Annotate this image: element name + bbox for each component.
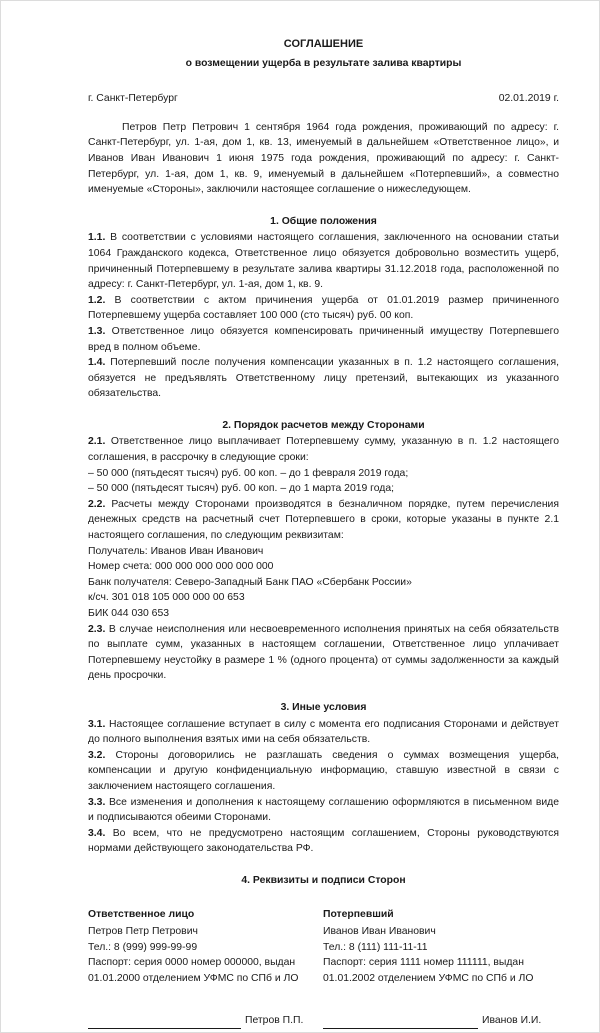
bank-detail-line: к/сч. 301 018 105 000 000 00 653	[88, 592, 245, 604]
clause-number: 1.1.	[88, 232, 106, 244]
bank-detail-line: Номер счета: 000 000 000 000 000 000	[88, 561, 274, 573]
clause	[88, 230, 559, 292]
bank-detail-line: Получатель: Иванов Иван Иванович	[88, 545, 264, 557]
clause	[88, 795, 559, 826]
clause-number: 2.2.	[88, 498, 106, 510]
party-name: Петров Петр Петрович	[88, 926, 198, 938]
party-responsible	[88, 907, 323, 987]
payment-line: – 50 000 (пятьдесят тысяч) руб. 00 коп. – до 1 февраля 2019 года;	[88, 467, 409, 479]
section-2-title: 2. Порядок расчетов между Сторонами	[222, 419, 425, 431]
section-3-title: 3. Иные условия	[280, 701, 367, 713]
clause-text: Стороны договорились не разглашать сведения о суммах возмещения ущерба, компенсации и другую конфиденциальную информацию, ставшую известной в связи с заключением настоящего соглашения.	[88, 749, 559, 792]
signature-name: Иванов И.И.	[482, 1015, 542, 1027]
clause-text: В соответствии с условиями настоящего соглашения, заключенного на основании статьи 1064 Гражданского кодекса, Ответственное лицо обязуется добровольно возместить ущерб, причиненный Потерпевшему в результате залива квартиры 31.12.2018 года, расположенной по адресу: г. Санкт-Петербург, ул. 1-ая, дом 1, кв. 9.	[88, 232, 559, 291]
party-role: Ответственное лицо	[88, 908, 195, 920]
clause-number: 1.2.	[88, 294, 106, 306]
signature-row	[88, 1013, 559, 1029]
signature-victim	[323, 1013, 558, 1029]
clause-text: Ответственное лицо обязуется компенсировать причиненный имуществу Потерпевшего вред в полном объеме.	[88, 325, 559, 353]
party-phone: Тел.: 8 (999) 999-99-99	[88, 941, 198, 953]
signature-blank	[323, 1017, 478, 1029]
clause	[88, 324, 559, 355]
clause-number: 1.3.	[88, 325, 106, 337]
clause	[88, 293, 559, 324]
clause	[88, 717, 559, 748]
clause-text: Расчеты между Сторонами производятся в безналичном порядке, путем перечисления денежных средств на расчетный счет Потерпевшего в сроки, которые указаны в пункте 2.1 настоящего соглашения, по следующим реквизитам:	[88, 498, 559, 542]
clause-text: В соответствии с актом причинения ущерба от 01.01.2019 размер причиненного Потерпевшему ущерба составляет 100 000 (сто тысяч) руб. 00 коп.	[88, 294, 559, 322]
section-1-title: 1. Общие положения	[270, 215, 377, 227]
clause-text: Потерпевший после получения компенсации указанных в п. 1.2 настоящего соглашения, обязуется не предъявлять Ответственному лицу претензий, вытекающих из указанного обязательства.	[88, 357, 559, 400]
clause	[88, 497, 559, 544]
bank-detail-line: БИК 044 030 653	[88, 608, 170, 619]
date: 02.01.2019 г.	[498, 93, 559, 105]
clause-number: 2.1.	[88, 436, 106, 448]
party-victim	[323, 907, 558, 987]
signature-responsible	[88, 1013, 323, 1029]
clause-number: 1.4.	[88, 357, 106, 369]
document-body	[88, 37, 559, 1029]
signature-name: Петров П.П.	[245, 1015, 304, 1027]
clause-number: 3.3.	[88, 796, 106, 808]
clause-text: Во всем, что не предусмотрено настоящим соглашением, Стороны руководствуются нормами действующего законодательства РФ.	[88, 827, 559, 855]
clause	[88, 622, 559, 684]
party-name: Иванов Иван Иванович	[323, 926, 436, 938]
clause-text: В случае неисполнения или несвоевременного исполнения принятых на себя обязательств по выплате сумм, указанных в настоящем соглашении, Ответственное лицо уплачивает Потерпевшему неустойку в размере 1 % (одного процента) от суммы задолженности за каждый день просрочки.	[88, 623, 559, 682]
intro-paragraph: Петров Петр Петрович 1 сентября 1964 года рождения, проживающий по адресу: г. Санкт-Петербург, ул. 1-ая, дом 1, кв. 13, именуемый в дальнейшем «Ответственное лицо», и Иванов Иван Иванович 1 июня 1975 года рождения, проживающий по адресу: г. Санкт-Петербург, ул. 1-ая, дом 1, кв. 9, именуемый в дальнейшем «Потерпевший», а совместно именуемые «Стороны», заключили настоящее соглашение о нижеследующем.	[88, 121, 559, 196]
party-requisites	[88, 907, 559, 987]
clause-number: 2.3.	[88, 623, 106, 635]
payment-line: – 50 000 (пятьдесят тысяч) руб. 00 коп. – до 1 марта 2019 года;	[88, 483, 395, 495]
section-4-title: 4. Реквизиты и подписи Сторон	[241, 874, 406, 886]
signature-blank	[88, 1017, 241, 1029]
document-title: СОГЛАШЕНИЕ	[283, 38, 364, 50]
document-subtitle: о возмещении ущерба в результате залива квартиры	[185, 57, 462, 69]
bank-detail-line: Банк получателя: Северо-Западный Банк ПАО «Сбербанк России»	[88, 576, 412, 588]
clause	[88, 355, 559, 402]
clause-number: 3.1.	[88, 718, 106, 730]
clause-number: 3.4.	[88, 827, 106, 839]
clause-text: Настоящее соглашение вступает в силу с момента его подписания Сторонами и действует до полного выполнения взятых ими на себя обязательств.	[88, 718, 559, 746]
party-passport: Паспорт: серия 1111 номер 111111, выдан 01.01.2002 отделением УФМС по СПб и ЛО	[323, 957, 534, 984]
party-passport: Паспорт: серия 0000 номер 000000, выдан 01.01.2000 отделением УФМС по СПб и ЛО	[88, 957, 299, 984]
party-role: Потерпевший	[323, 908, 394, 920]
place-date-row	[88, 91, 559, 107]
clause-text: Ответственное лицо выплачивает Потерпевшему сумму, указанную в п. 1.2 настоящего соглашения, в рассрочку в следующие сроки:	[88, 436, 559, 464]
clause	[88, 434, 559, 465]
clause	[88, 748, 559, 795]
clause	[88, 826, 559, 857]
party-phone: Тел.: 8 (111) 111-11-11	[323, 941, 428, 953]
clause-text: Все изменения и дополнения к настоящему соглашению оформляются в письменном виде и подписываются обеими Сторонами.	[88, 796, 559, 824]
clause-number: 3.2.	[88, 749, 106, 761]
city: г. Санкт-Петербург	[88, 93, 178, 105]
